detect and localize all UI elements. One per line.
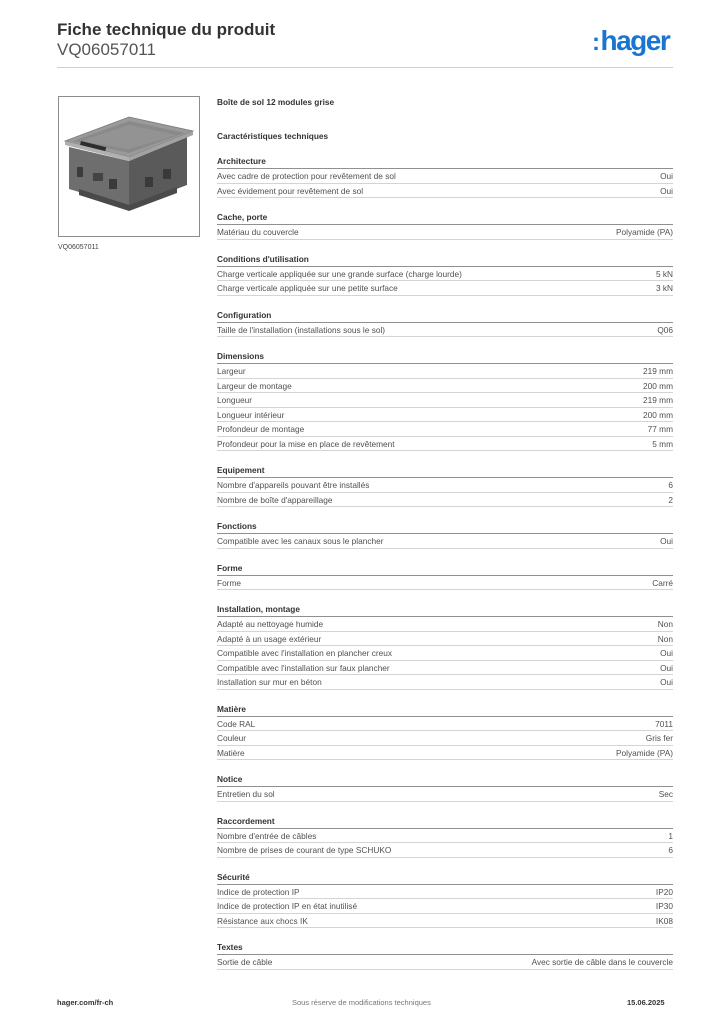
spec-label: Longueur intérieur (217, 409, 285, 420)
spec-row (217, 493, 673, 508)
spec-value: Sec (658, 789, 673, 799)
section-title: Conditions d'utilisation (217, 253, 673, 267)
spec-label: Entretien du sol (217, 789, 275, 799)
spec-section (217, 350, 673, 451)
spec-row (217, 169, 673, 184)
spec-label: Matériau du couvercle (217, 227, 299, 237)
spec-row (217, 364, 673, 379)
spec-value: 5 kN (655, 268, 673, 279)
spec-section (217, 211, 673, 240)
spec-value: 7011 (655, 718, 673, 729)
spec-label: Compatible avec les canaux sous le plancher (217, 536, 384, 546)
spec-label: Nombre d'appareils pouvant être installés (217, 480, 370, 490)
product-name: Boîte de sol 12 modules grise (217, 97, 335, 107)
spec-value: 6 (668, 480, 673, 490)
spec-value: Non (657, 619, 673, 629)
page-header (57, 20, 275, 60)
spec-section (217, 603, 673, 690)
spec-value: Oui (660, 536, 673, 546)
spec-section (217, 155, 673, 198)
footer-website-link[interactable]: hager.com/fr-ch (57, 998, 114, 1007)
spec-value: 219 mm (643, 395, 673, 405)
section-title: Notice (217, 773, 673, 787)
section-title: Dimensions (217, 350, 673, 364)
product-reference: VQ06057011 (57, 40, 156, 59)
spec-label: Matière (217, 747, 245, 758)
spec-row (217, 787, 673, 802)
spec-section (217, 703, 673, 761)
spec-label: Avec évidement pour revêtement de sol (217, 185, 364, 196)
spec-label: Sortie de câble (217, 957, 273, 967)
spec-row (217, 408, 673, 423)
spec-value: IP20 (655, 886, 673, 897)
spec-row (217, 885, 673, 900)
spec-value: Oui (660, 677, 673, 687)
spec-value: 3 kN (655, 283, 673, 293)
spec-section (217, 871, 673, 929)
spec-label: Nombre de boîte d'appareillage (217, 494, 333, 505)
product-image (58, 96, 200, 237)
spec-row (217, 393, 673, 408)
spec-section (217, 520, 673, 549)
floor-box-illustration (59, 97, 199, 236)
spec-section (217, 773, 673, 802)
spec-label: Taille de l'installation (installations sous le sol) (217, 324, 386, 335)
spec-row (217, 379, 673, 394)
spec-section (217, 815, 673, 858)
spec-row (217, 478, 673, 493)
spec-row (217, 731, 673, 746)
spec-label: Largeur (217, 366, 246, 376)
spec-value: Gris fer (645, 733, 673, 743)
spec-row (217, 225, 673, 240)
section-title: Matière (217, 703, 673, 717)
spec-row (217, 184, 673, 199)
section-title: Fonctions (217, 520, 673, 534)
spec-label: Longueur (217, 395, 253, 405)
spec-value: 77 mm (647, 424, 673, 434)
spec-row (217, 675, 673, 690)
characteristics-title: Caractéristiques techniques (217, 131, 329, 141)
spec-value: Oui (660, 648, 673, 658)
spec-label: Adapté à un usage extérieur (217, 633, 322, 644)
spec-value: Oui (660, 185, 673, 196)
spec-label: Forme (217, 577, 241, 588)
spec-section (217, 253, 673, 296)
spec-row (217, 829, 673, 844)
spec-row (217, 576, 673, 591)
spec-label: Profondeur de montage (217, 424, 305, 434)
spec-label: Compatible avec l'installation sur faux plancher (217, 662, 390, 673)
section-title: Configuration (217, 309, 673, 323)
spec-value: Polyamide (PA) (615, 227, 673, 237)
spec-row (217, 717, 673, 732)
footer-notice: Sous réserve de modifications techniques (292, 998, 431, 1007)
spec-label: Adapté au nettoyage humide (217, 619, 324, 629)
spec-label: Résistance aux chocs IK (217, 915, 308, 926)
spec-row (217, 267, 673, 282)
spec-row (217, 661, 673, 676)
spec-label: Profondeur pour la mise en place de revêtement (217, 438, 395, 449)
spec-value: Q06 (657, 324, 673, 335)
footer-date: 15.06.2025 (627, 998, 665, 1007)
spec-label: Nombre de prises de courant de type SCHUKO (217, 845, 392, 855)
spec-label: Indice de protection IP (217, 886, 300, 897)
spec-label: Charge verticale appliquée sur une grande surface (charge lourde) (217, 268, 462, 279)
spec-row (217, 899, 673, 914)
spec-value: 219 mm (643, 366, 673, 376)
logo-colon-icon: : (592, 29, 599, 56)
spec-value: 200 mm (643, 380, 673, 391)
spec-row (217, 281, 673, 296)
spec-row (217, 617, 673, 632)
spec-content (217, 96, 673, 983)
spec-section (217, 464, 673, 507)
section-title: Installation, montage (217, 603, 673, 617)
section-title: Architecture (217, 155, 673, 169)
spec-sections (217, 155, 673, 970)
spec-label: Couleur (217, 733, 247, 743)
spec-value: 2 (668, 494, 673, 505)
section-title: Textes (217, 941, 673, 955)
spec-value: 6 (668, 845, 673, 855)
spec-value: Oui (660, 171, 673, 181)
header-divider (57, 67, 673, 68)
section-title: Forme (217, 562, 673, 576)
section-title: Raccordement (217, 815, 673, 829)
spec-value: IP30 (655, 901, 673, 911)
spec-row (217, 323, 673, 338)
spec-value: 5 mm (652, 438, 673, 449)
spec-label: Compatible avec l'installation en plancher creux (217, 648, 392, 658)
spec-row (217, 843, 673, 858)
spec-section (217, 309, 673, 338)
hager-logo[interactable] (592, 24, 669, 60)
spec-label: Nombre d'entrée de câbles (217, 830, 317, 841)
spec-label: Avec cadre de protection pour revêtement de sol (217, 171, 396, 181)
spec-label: Installation sur mur en béton (217, 677, 322, 687)
spec-value: 1 (668, 830, 673, 841)
spec-value: Avec sortie de câble dans le couvercle (531, 957, 673, 967)
spec-value: Polyamide (PA) (615, 747, 673, 758)
section-title: Cache, porte (217, 211, 673, 225)
spec-label: Largeur de montage (217, 380, 292, 391)
spec-row (217, 955, 673, 970)
spec-label: Code RAL (217, 718, 256, 729)
logo-text: hager (600, 25, 670, 56)
section-title: Sécurité (217, 871, 673, 885)
spec-row (217, 534, 673, 549)
spec-row (217, 746, 673, 761)
spec-value: IK08 (655, 915, 673, 926)
spec-row (217, 422, 673, 437)
spec-value: 200 mm (643, 409, 673, 420)
spec-label: Indice de protection IP en état inutilisé (217, 901, 358, 911)
spec-section (217, 562, 673, 591)
spec-value: Carré (652, 577, 673, 588)
spec-value: Non (657, 633, 673, 644)
spec-label: Charge verticale appliquée sur une petite surface (217, 283, 398, 293)
spec-row (217, 632, 673, 647)
spec-value: Oui (660, 662, 673, 673)
spec-section (217, 941, 673, 970)
section-title: Equipement (217, 464, 673, 478)
spec-row (217, 914, 673, 929)
spec-row (217, 646, 673, 661)
page-title: Fiche technique du produit (57, 20, 276, 39)
spec-row (217, 437, 673, 452)
image-caption: VQ06057011 (58, 244, 99, 251)
